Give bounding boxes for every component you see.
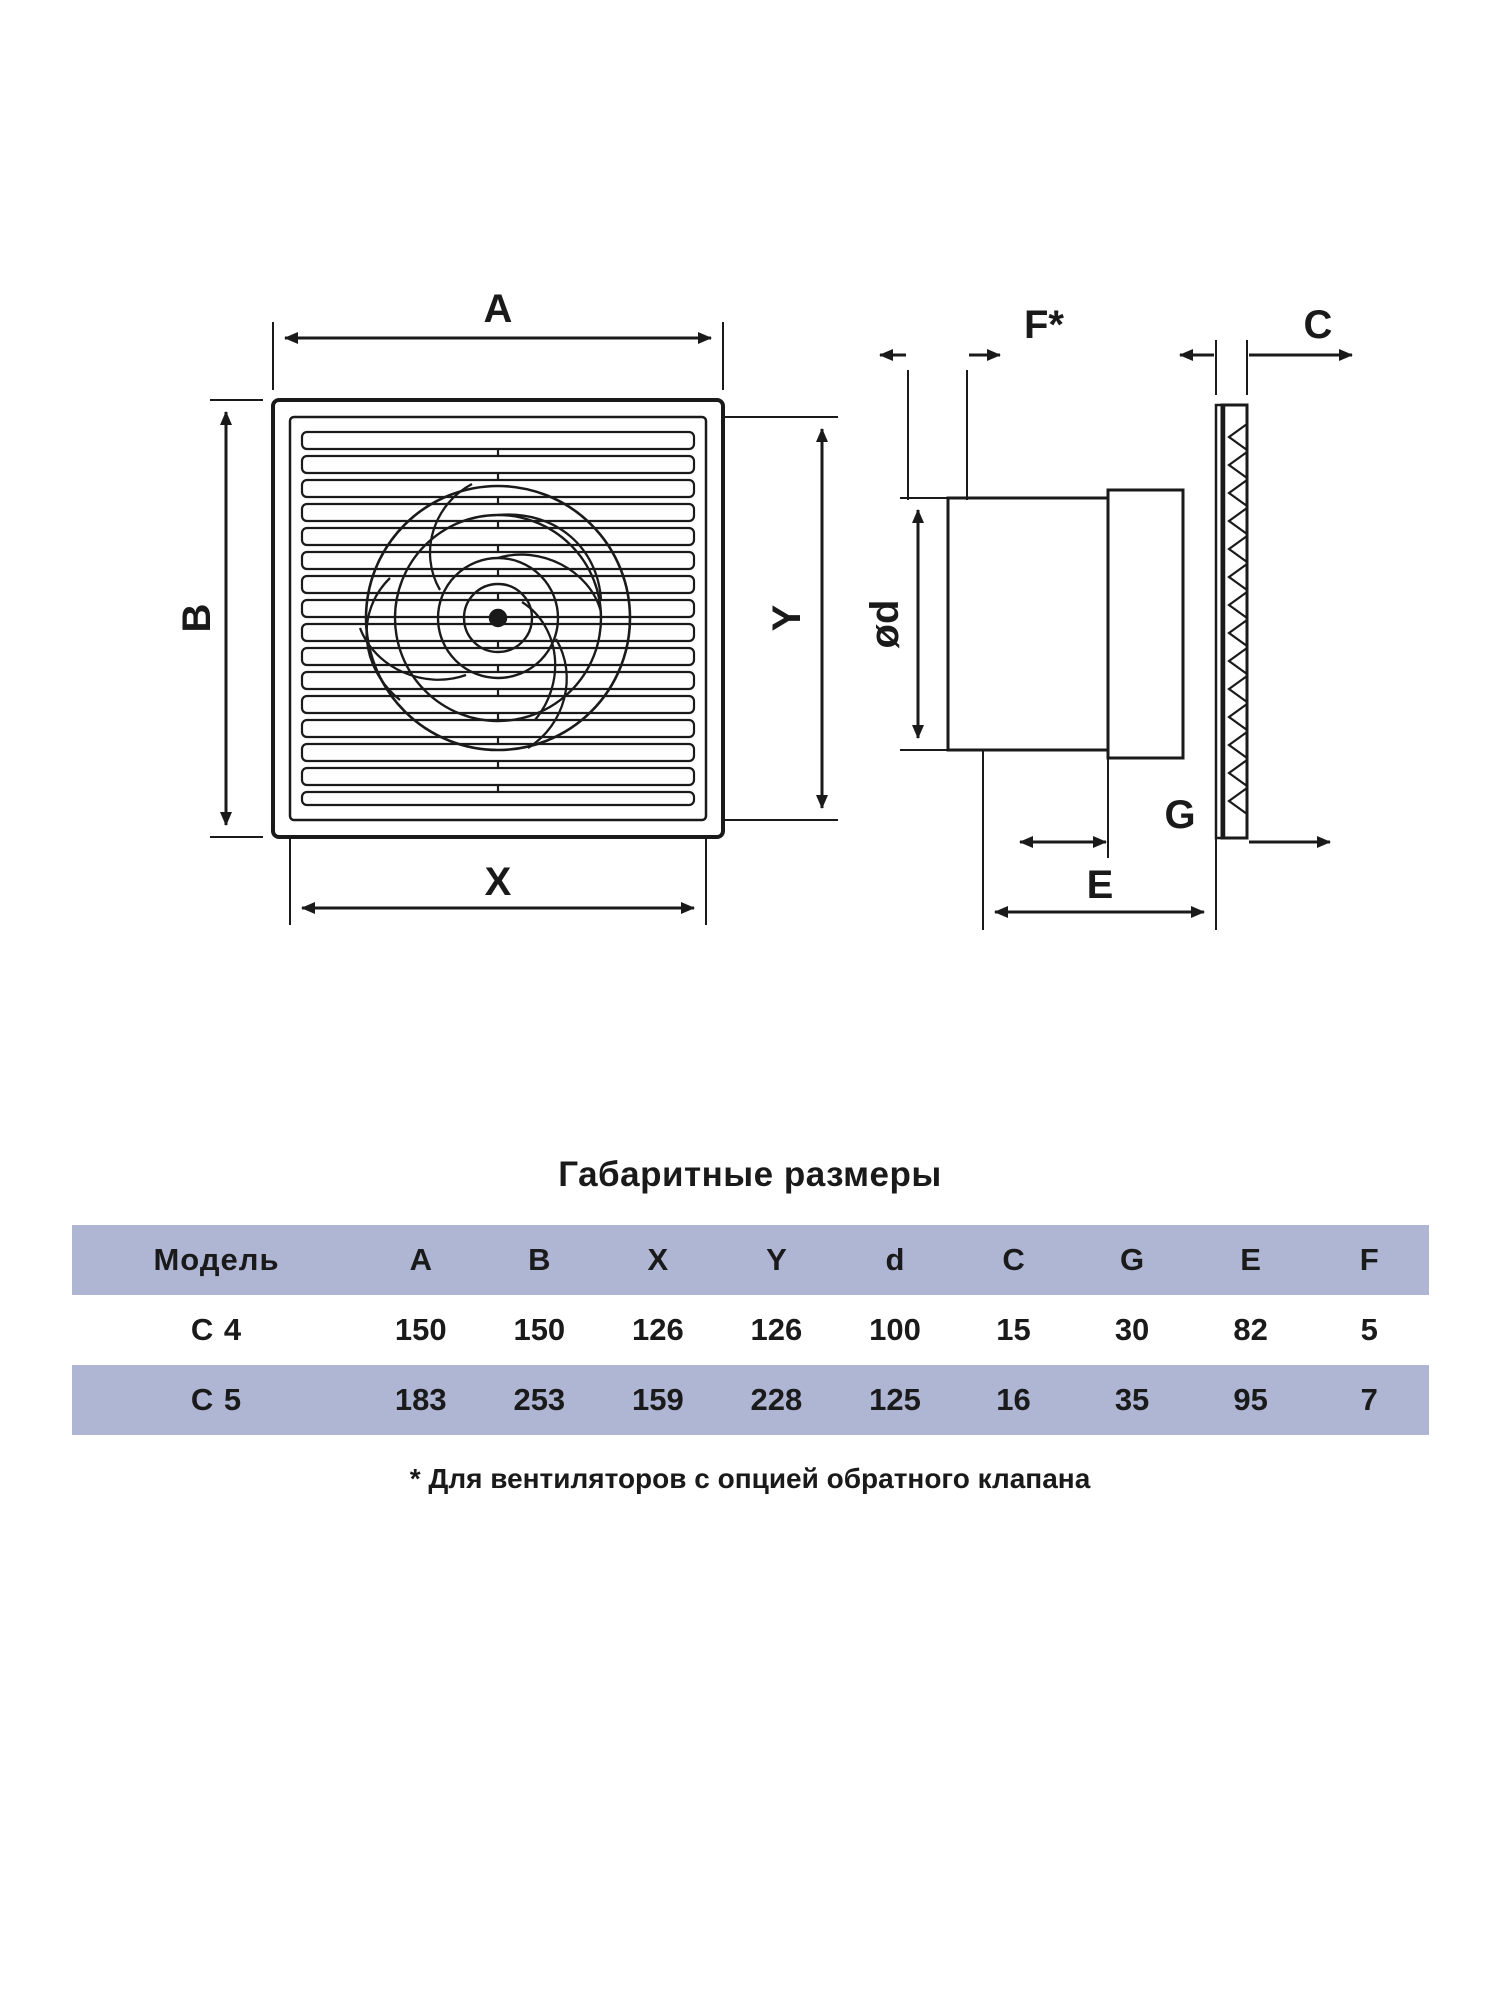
cell-y: 126	[750, 1312, 803, 1347]
dimension-C	[1180, 303, 1352, 395]
cell-model: C 4	[190, 1312, 243, 1347]
dimension-A	[273, 287, 723, 390]
label-G: G	[1164, 793, 1196, 837]
label-F: F*	[1024, 303, 1064, 347]
cell-d: 100	[869, 1312, 921, 1347]
cell-e: 95	[1233, 1382, 1268, 1417]
label-Y: Y	[765, 604, 809, 632]
dimension-G	[1020, 758, 1330, 858]
column-header-b: B	[528, 1242, 551, 1277]
column-header-model: Модель	[153, 1242, 280, 1277]
cell-a: 150	[394, 1312, 447, 1347]
table-header-row	[72, 1225, 1429, 1295]
label-X: X	[484, 860, 512, 904]
label-d: ød	[863, 599, 907, 649]
table-row	[72, 1295, 1429, 1365]
label-A: A	[483, 287, 513, 331]
table-body	[72, 1295, 1429, 1435]
cell-e: 82	[1233, 1312, 1268, 1347]
cell-a: 183	[394, 1382, 447, 1417]
table-header	[72, 1225, 1429, 1295]
cell-x: 159	[632, 1382, 684, 1417]
cell-c: 16	[996, 1382, 1031, 1417]
dimension-Y	[723, 417, 838, 820]
cell-c: 15	[996, 1312, 1031, 1347]
dimension-X	[290, 837, 706, 925]
dimensions-table	[72, 1225, 1429, 1435]
column-header-a: A	[409, 1242, 432, 1277]
column-header-c: C	[1002, 1242, 1025, 1277]
cell-f: 5	[1360, 1312, 1378, 1347]
dimension-F	[880, 303, 1064, 500]
column-header-g: G	[1119, 1242, 1145, 1277]
cell-b: 150	[513, 1312, 566, 1347]
table-title: Габаритные размеры	[558, 1155, 942, 1194]
cell-g: 30	[1114, 1312, 1150, 1347]
column-header-d: d	[885, 1242, 905, 1277]
label-C: C	[1303, 303, 1333, 347]
dimensions-table-section	[0, 1155, 1500, 1495]
cell-x: 126	[632, 1312, 684, 1347]
label-E: E	[1086, 863, 1114, 907]
cell-b: 253	[513, 1382, 566, 1417]
cell-d: 125	[869, 1382, 921, 1417]
side-view-section	[948, 405, 1247, 838]
cell-y: 228	[750, 1382, 803, 1417]
column-header-f: F	[1359, 1242, 1379, 1277]
dimension-E	[983, 750, 1216, 930]
dimension-B	[175, 400, 263, 837]
dimension-d	[863, 498, 948, 750]
column-header-y: Y	[766, 1242, 787, 1277]
cell-model: C 5	[190, 1382, 243, 1417]
table-footnote: * Для вентиляторов с опцией обратного клапана	[409, 1463, 1091, 1494]
table-row	[72, 1365, 1429, 1435]
column-header-e: E	[1240, 1242, 1261, 1277]
label-B: B	[175, 603, 219, 633]
column-header-x: X	[647, 1242, 669, 1277]
front-view-grille	[273, 400, 723, 837]
cell-g: 35	[1114, 1382, 1150, 1417]
cell-f: 7	[1360, 1382, 1378, 1417]
